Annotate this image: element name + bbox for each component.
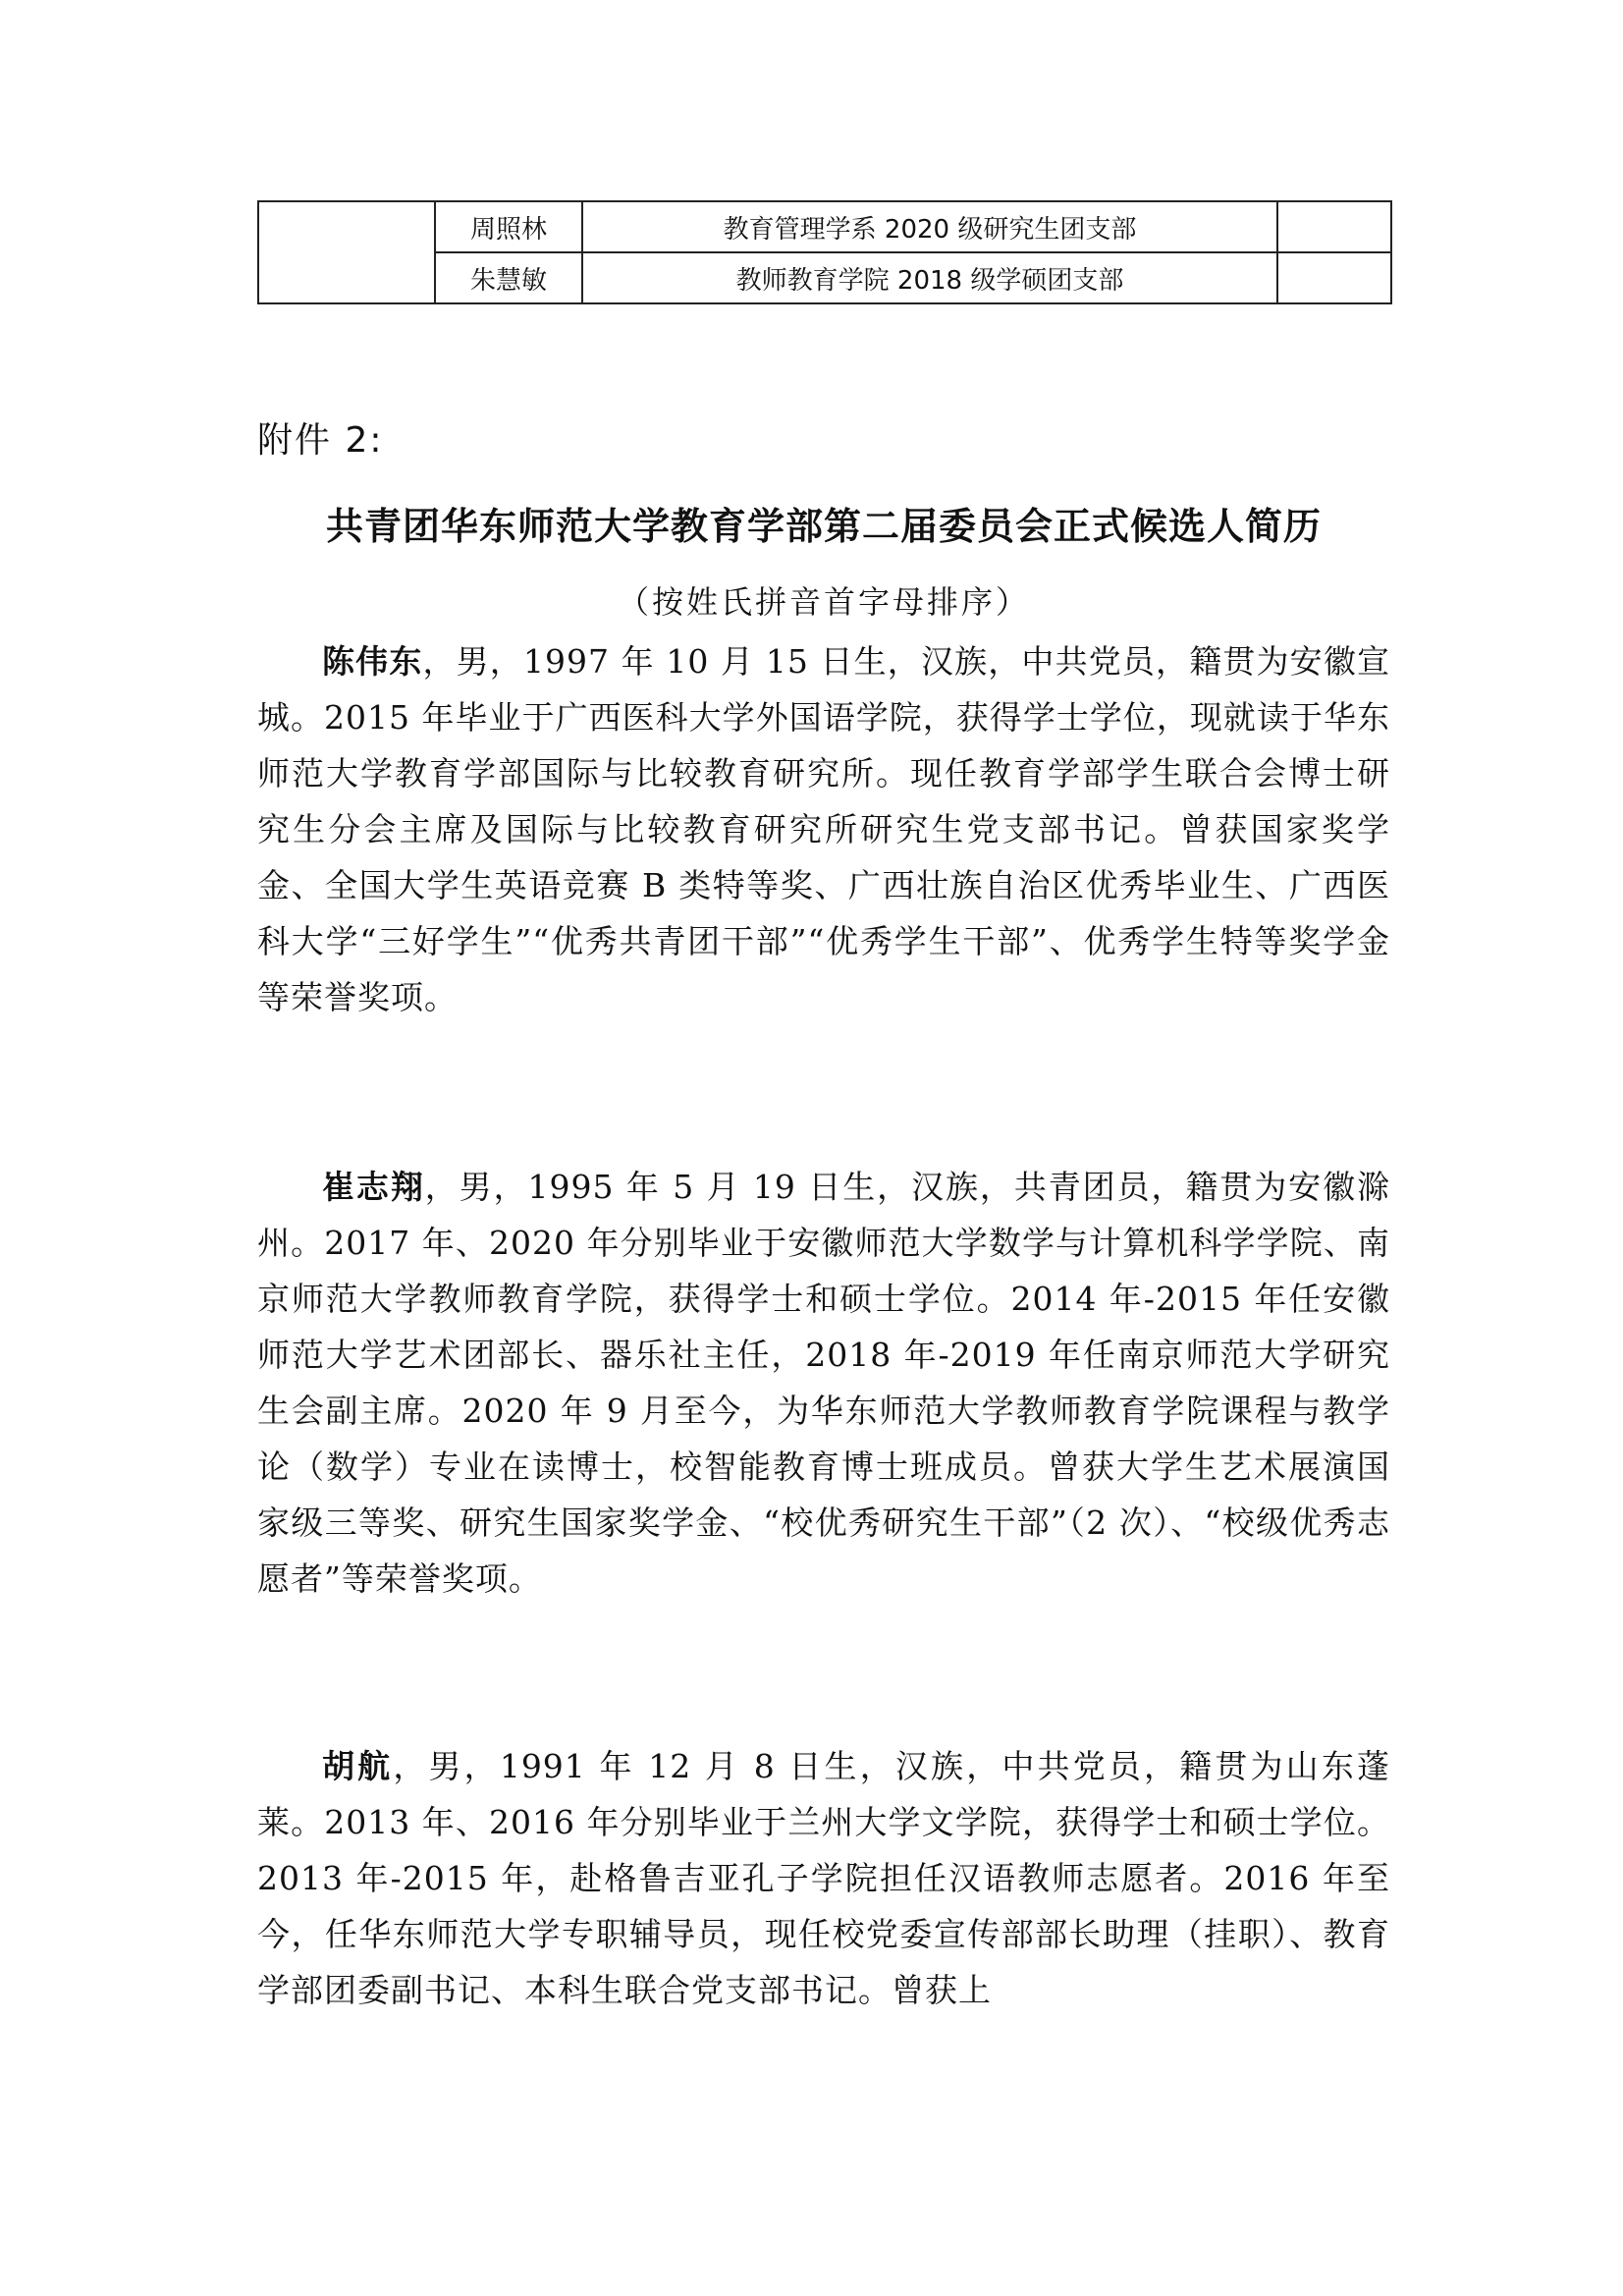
attachment-label: 附件 2: — [257, 420, 384, 461]
table-group-cell — [258, 201, 435, 303]
table-cell-unit: 教师教育学院 2018 级学硕团支部 — [582, 252, 1277, 303]
bio-paragraph — [257, 1159, 1390, 1607]
candidate-name: 陈伟东 — [322, 642, 423, 681]
bio-text: ，男，1991 年 12 月 8 日生，汉族，中共党员，籍贯为山东蓬莱。2013 年、2016 年分别毕业于兰州大学文学院，获得学士和硕士学位。2013 年-2015 年，赴格鲁吉亚孔子学院担任汉语教师志愿者。2016 年至今，任华东师范大学专职辅导员，现任校党委宣传部部长助理（挂职）、教育学部团委副书记、本科生联合党支部书记。曾获上 — [257, 1747, 1390, 2009]
candidate-table — [257, 200, 1392, 304]
table-cell-name: 朱慧敏 — [435, 252, 582, 303]
candidate-name: 胡航 — [322, 1747, 394, 1785]
table-cell-name: 周照林 — [435, 201, 582, 252]
table-row — [258, 201, 1391, 252]
bio-text: ，男，1995 年 5 月 19 日生，汉族，共青团员，籍贯为安徽滁州。2017 年、2020 年分别毕业于安徽师范大学数学与计算机科学学院、南京师范大学教师教育学院，获得学士和硕士学位。2014 年-2015 年任安徽师范大学艺术团部长、器乐社主任，2018 年-2019 年任南京师范大学研究生会副主席。2020 年 9 月至今，为华东师范大学教师教育学院课程与教学论（数学）专业在读博士，校智能教育博士班成员。曾获大学生艺术展演国家级三等奖、研究生国家奖学金、“校优秀研究生干部”（2 次）、“校级优秀志愿者”等荣誉奖项。 — [257, 1168, 1390, 1598]
document-subtitle: （按姓氏拼音首字母排序） — [617, 583, 1030, 621]
bio-paragraph — [257, 1738, 1390, 2018]
table-cell-unit: 教育管理学系 2020 级研究生团支部 — [582, 201, 1277, 252]
candidate-name: 崔志翔 — [322, 1168, 425, 1206]
table-cell-empty — [1277, 252, 1391, 303]
table-cell-empty — [1277, 201, 1391, 252]
document-title: 共青团华东师范大学教育学部第二届委员会正式候选人简历 — [325, 505, 1322, 548]
bio-text: ，男，1997 年 10 月 15 日生，汉族，中共党员，籍贯为安徽宣城。2015 年毕业于广西医科大学外国语学院，获得学士学位，现就读于华东师范大学教育学部国际与比较教育研究所。现任教育学部学生联合会博士研究生分会主席及国际与比较教育研究所研究生党支部书记。曾获国家奖学金、全国大学生英语竞赛 B 类特等奖、广西壮族自治区优秀毕业生、广西医科大学“三好学生”“优秀共青团干部”“优秀学生干部”、优秀学生特等奖学金等荣誉奖项。 — [257, 642, 1391, 1016]
bio-paragraph — [257, 633, 1390, 1025]
